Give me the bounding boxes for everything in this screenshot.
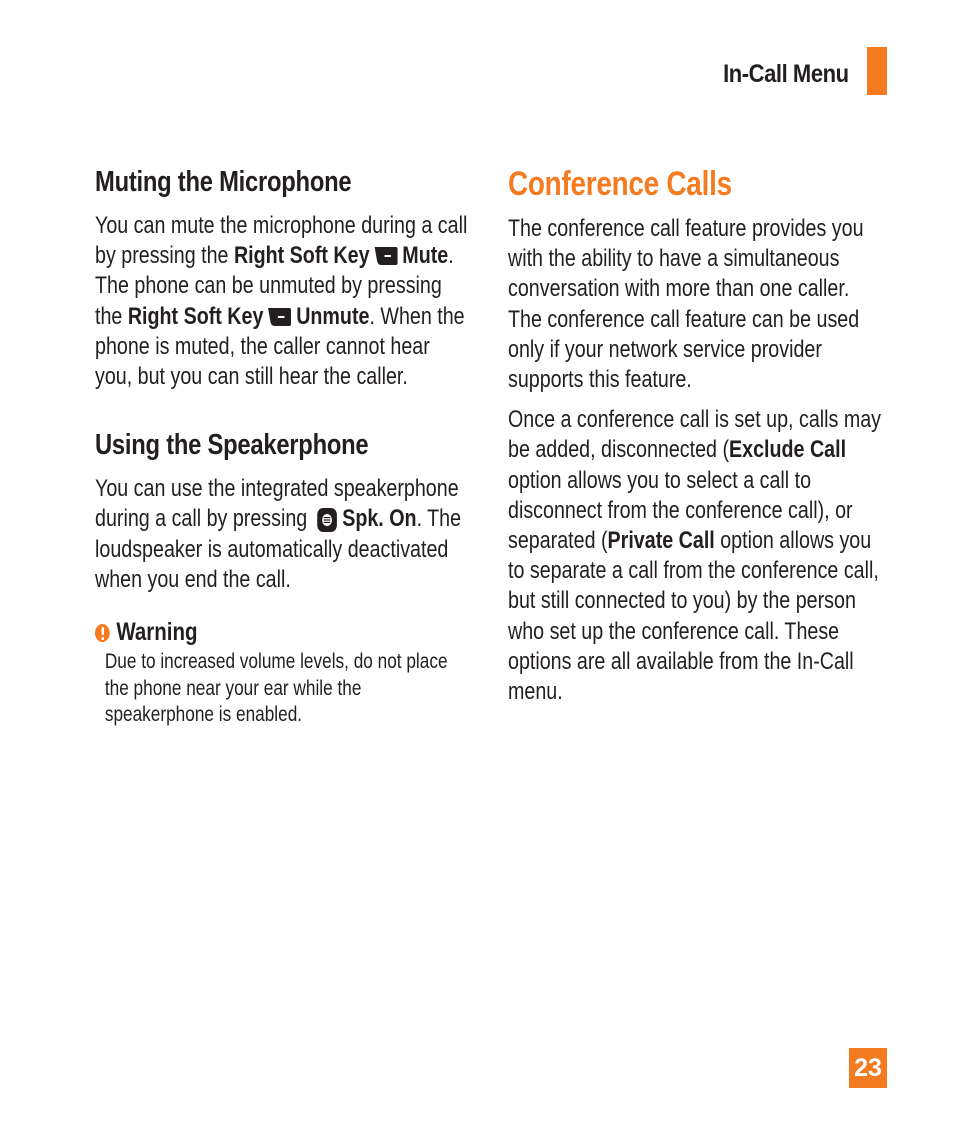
conference-text-2: option allows you to select a call to disconnect from the conference call), or separated ( xyxy=(508,466,853,555)
right-soft-key-icon xyxy=(373,245,399,267)
speaker-text-1: You can use the integrated speakerphone during a call by pressing xyxy=(95,475,459,533)
exclude-call-label: Exclude Call xyxy=(729,436,847,464)
muting-text-3: . When the phone is muted, the caller cannot hear you, but you can still hear the caller. xyxy=(95,302,465,391)
mute-label: Mute xyxy=(402,242,449,270)
warning-heading xyxy=(95,617,470,647)
warning-icon xyxy=(95,624,110,642)
muting-heading: Muting the Microphone xyxy=(95,166,352,198)
page-number: 23 xyxy=(849,1048,887,1088)
left-column xyxy=(95,162,470,729)
conference-paragraph-2 xyxy=(508,405,883,707)
conference-calls-heading: Conference Calls xyxy=(508,165,732,203)
right-soft-key-label: Right Soft Key xyxy=(233,242,370,270)
right-column xyxy=(508,162,883,707)
spk-on-label: Spk. On xyxy=(342,505,417,533)
right-soft-key-label-2: Right Soft Key xyxy=(127,302,264,330)
section-title: In-Call Menu xyxy=(723,60,849,88)
speaker-text-2: . The loudspeaker is automatically deactivated when you end the call. xyxy=(95,505,462,593)
speakerphone-heading: Using the Speakerphone xyxy=(95,429,369,462)
unmute-label: Unmute xyxy=(296,302,370,330)
speaker-key-icon xyxy=(316,508,339,530)
warning-label: Warning xyxy=(116,618,198,647)
speakerphone-paragraph xyxy=(95,474,470,595)
conference-paragraph-1: The conference call feature provides you with the ability to have a simultaneous conversation with more than one caller. The conference call feature can be used only if your network service provider supports this feature. xyxy=(508,215,864,394)
private-call-label: Private Call xyxy=(607,527,715,555)
muting-text-1: You can mute the microphone during a call by pressing the xyxy=(95,212,468,270)
muting-text-2: . The phone can be unmuted by pressing the xyxy=(95,242,454,330)
muting-paragraph xyxy=(95,211,470,392)
conference-text-1: Once a conference call is set up, calls may be added, disconnected ( xyxy=(508,406,881,464)
right-soft-key-icon xyxy=(267,306,293,328)
conference-text-3: option allows you to separate a call from the conference call, but still connected to you) by the person who set up the conference call. These options are all available from the In-Call menu. xyxy=(508,527,879,706)
warning-text: Due to increased volume levels, do not place the phone near your ear while the speakerphone is enabled. xyxy=(104,650,448,727)
section-tab-marker xyxy=(867,47,887,95)
